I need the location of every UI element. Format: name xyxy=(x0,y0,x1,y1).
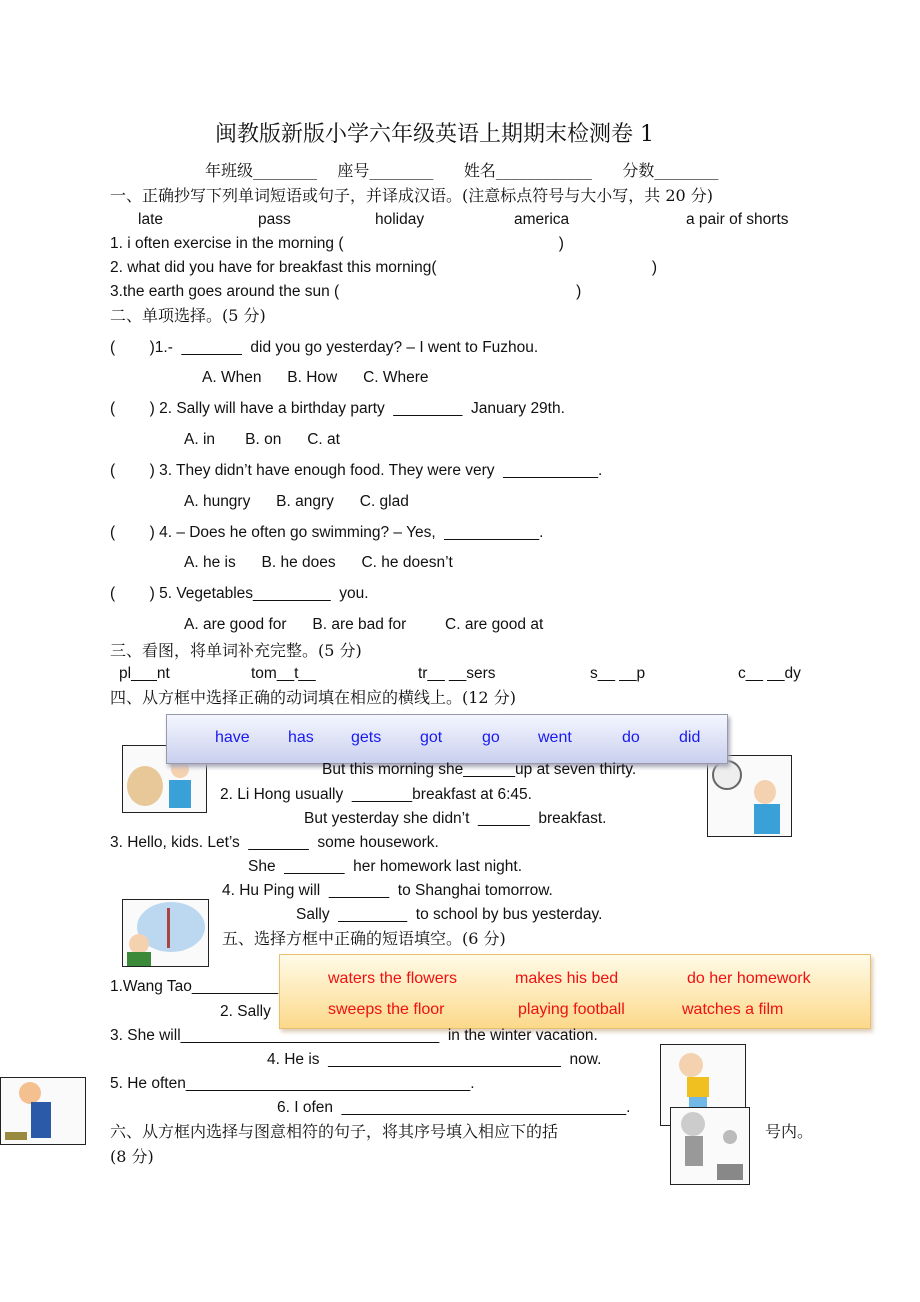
fill-line: She _______ her homework last night. xyxy=(248,858,523,875)
verb-option: go xyxy=(482,729,500,746)
phrase-option: makes his bed xyxy=(515,970,619,987)
copy-line-3: 3.the earth goes around the sun ( ) xyxy=(110,283,582,300)
phrase-line: 4. He is ___________________________ now. xyxy=(267,1051,602,1068)
phrase-line: 2. Sally xyxy=(220,1003,271,1020)
phrase-line: 3. She will______________________________ in the winter vacation. xyxy=(110,1027,598,1044)
verb-option: has xyxy=(288,729,314,746)
question-2: ( ) 2. Sally will have a birthday party ________ January 29th. xyxy=(110,400,565,417)
fill-line: 2. Li Hong usually _______breakfast at 6:45. xyxy=(220,786,532,803)
boy-sweeping-picture xyxy=(0,1077,86,1145)
word-blank: tr__ __sers xyxy=(418,665,496,682)
word-blank: s__ __p xyxy=(590,665,646,682)
verb-option: went xyxy=(538,729,572,746)
girl-clock-picture xyxy=(707,755,792,837)
question-4: ( ) 4. – Does he often go swimming? – Yes, ___________. xyxy=(110,524,544,541)
options-1: A. When B. How C. Where xyxy=(202,369,429,386)
verb-option: got xyxy=(420,729,443,746)
section4-heading: 四、从方框中选择正确的动词填在相应的横线上。(12 分) xyxy=(110,688,516,707)
section5-heading: 五、选择方框中正确的短语填空。(6 分) xyxy=(222,929,506,948)
section1-heading: 一、正确抄写下列单词短语或句子，并译成汉语。(注意标点符号与大小写，共 20 分) xyxy=(110,186,714,205)
verb-option: do xyxy=(622,729,640,746)
phrase-option: do her homework xyxy=(687,970,811,987)
options-3: A. hungry B. angry C. glad xyxy=(184,493,409,510)
question-5: ( ) 5. Vegetables_________ you. xyxy=(110,585,369,602)
phrase-line: 1.Wang Tao__________ xyxy=(110,978,279,995)
shanghai-picture xyxy=(122,899,209,967)
word: a pair of shorts xyxy=(686,211,789,228)
copy-line-1: 1. i often exercise in the morning ( ) xyxy=(110,235,564,252)
verb-option: did xyxy=(679,729,701,746)
fill-line: 3. Hello, kids. Let’s _______ some housework. xyxy=(110,834,439,851)
phrase-line: 5. He often_________________________________. xyxy=(110,1075,475,1092)
word-blank: tom__t__ xyxy=(251,665,316,682)
girl-watering-flowers-picture xyxy=(670,1107,750,1185)
section6-heading-end: 号内。 xyxy=(765,1122,814,1141)
verb-word-box xyxy=(166,714,728,764)
section2-heading: 二、单项选择。(5 分) xyxy=(110,306,266,325)
verb-option: gets xyxy=(351,729,382,746)
word-blank: c__ __dy xyxy=(738,665,801,682)
word: holiday xyxy=(375,211,425,228)
section3-heading: 三、看图，将单词补充完整。(5 分) xyxy=(110,641,362,660)
section6-points: (8 分) xyxy=(110,1147,154,1166)
phrase-box xyxy=(279,954,871,1029)
question-1: ( )1.- _______ did you go yesterday? – I went to Fuzhou. xyxy=(110,339,539,356)
fill-line: Sally ________ to school by bus yesterday. xyxy=(296,906,603,923)
word: america xyxy=(514,211,570,228)
word: late xyxy=(138,211,163,228)
page-title: 闽教版新版小学六年级英语上期期末检测卷 1 xyxy=(215,122,654,147)
phrase-line: 6. I ofen _________________________________. xyxy=(277,1099,631,1116)
fill-line: But yesterday she didn’t ______ breakfast. xyxy=(304,810,607,827)
options-4: A. he is B. he does C. he doesn’t xyxy=(184,554,453,571)
section6-heading: 六、从方框内选择与图意相符的句子，将其序号填入相应下的括 xyxy=(110,1122,559,1141)
verb-option: have xyxy=(215,729,250,746)
phrase-option: watches a film xyxy=(682,1001,784,1018)
phrase-option: playing football xyxy=(518,1001,625,1018)
student-info-line: 年班级________ 座号________ 姓名____________ 分数________ xyxy=(205,161,719,180)
word: pass xyxy=(258,211,291,228)
fill-line: 4. Hu Ping will _______ to Shanghai tomorrow. xyxy=(222,882,553,899)
options-5: A. are good for B. are bad for C. are good at xyxy=(184,616,544,633)
copy-line-2: 2. what did you have for breakfast this morning( ) xyxy=(110,259,658,276)
fill-line: But this morning she______up at seven thirty. xyxy=(322,761,637,778)
options-2: A. in B. on C. at xyxy=(184,431,340,448)
question-3: ( ) 3. They didn’t have enough food. They were very ___________. xyxy=(110,462,603,479)
phrase-option: sweeps the floor xyxy=(328,1001,445,1018)
word-blank: pl___nt xyxy=(119,665,170,682)
phrase-option: waters the flowers xyxy=(328,970,457,987)
